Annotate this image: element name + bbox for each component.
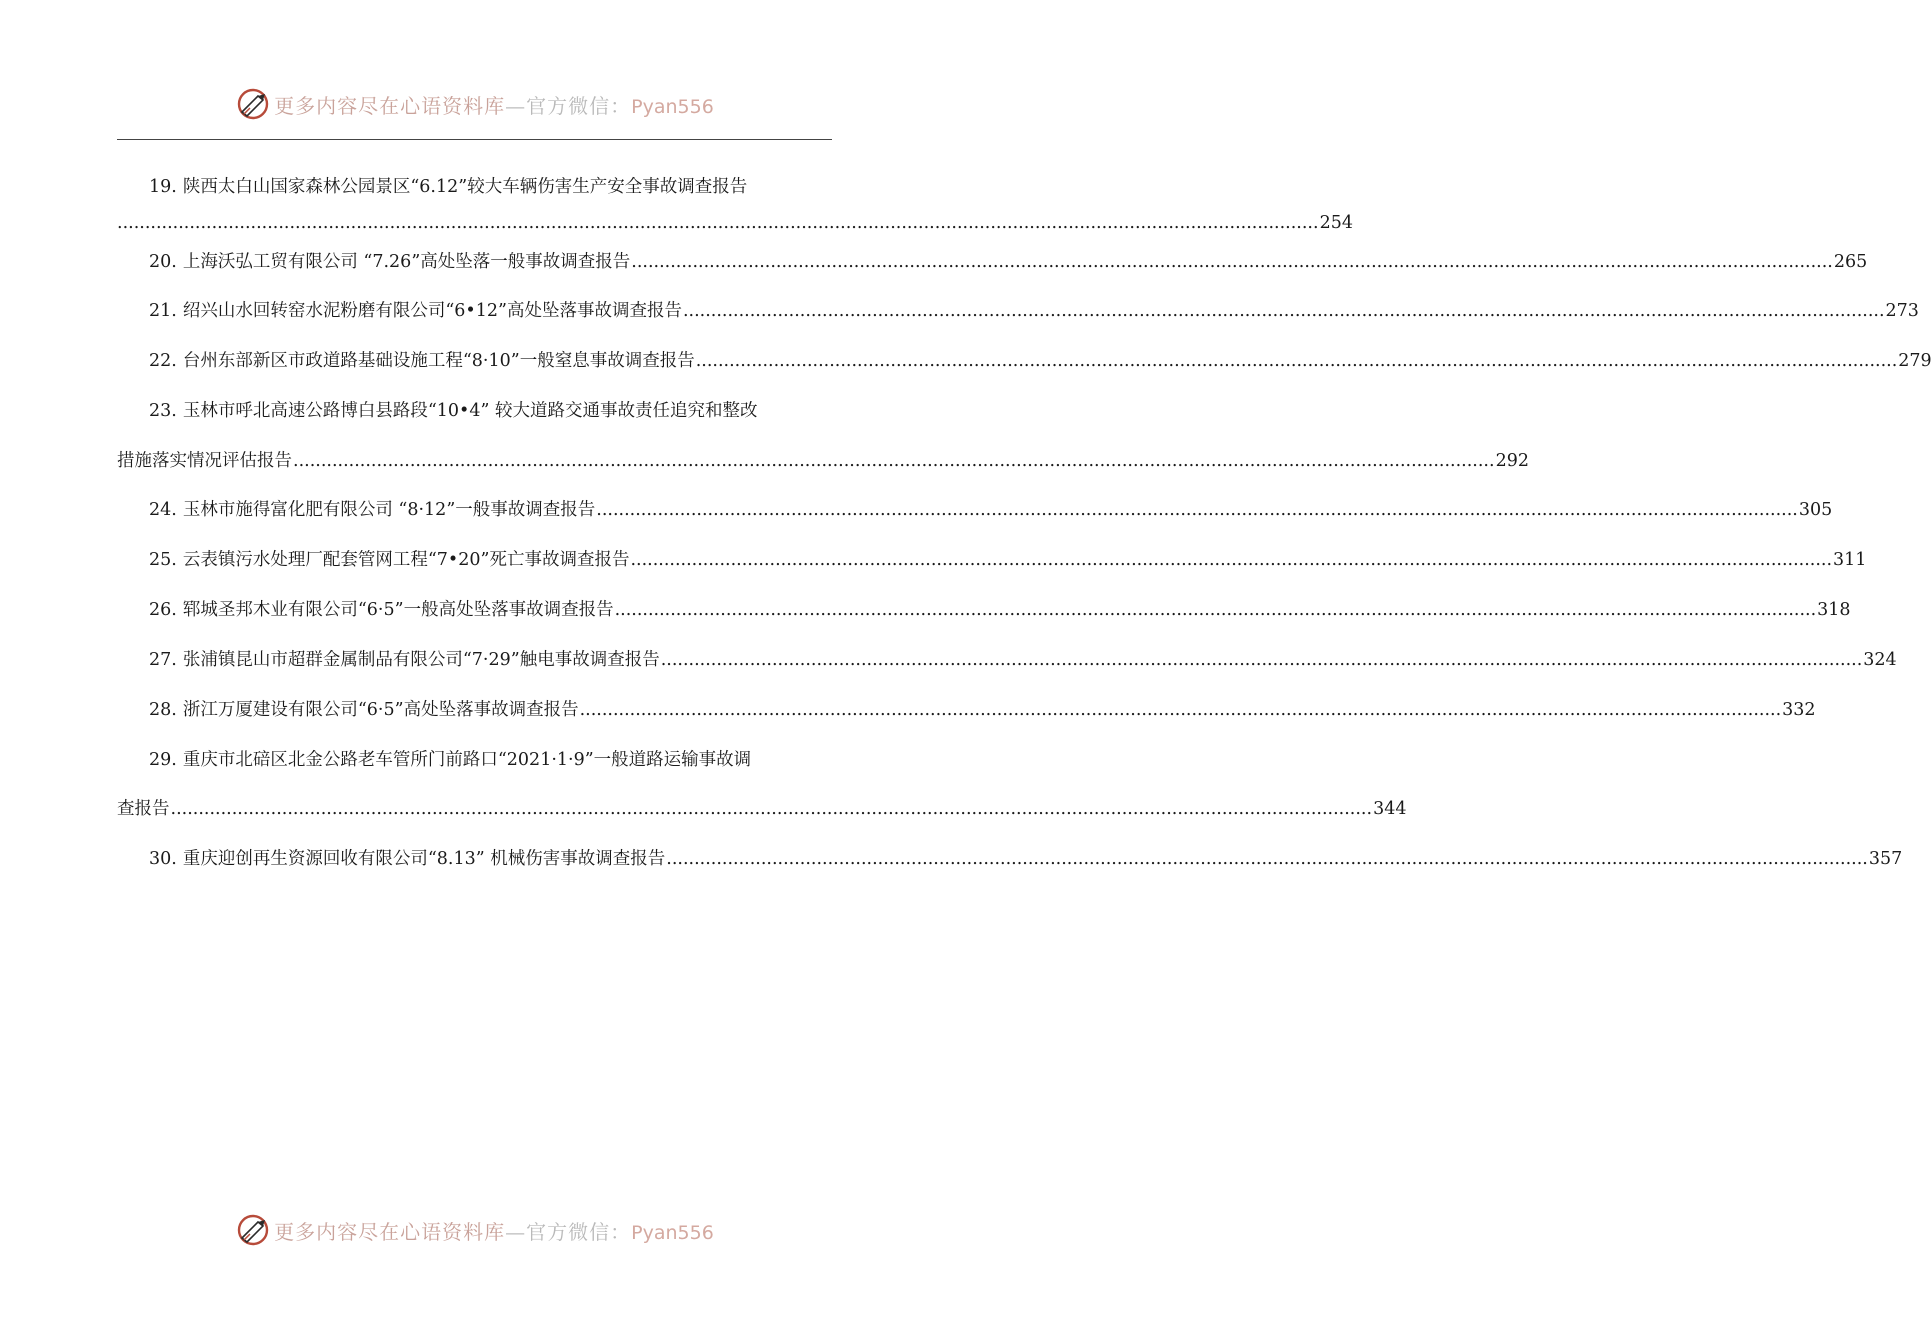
- toc-number: 19.: [149, 177, 177, 197]
- toc-entry-19[interactable]: [117, 170, 832, 204]
- toc-page: 305: [1798, 500, 1833, 520]
- toc-number: 24.: [149, 500, 177, 520]
- toc-title: 玉林市施得富化肥有限公司 “8·12”一般事故调查报告: [182, 500, 596, 520]
- header-banner: [0, 82, 950, 126]
- toc-page: 344: [1373, 799, 1407, 819]
- toc-number: 30.: [149, 849, 177, 869]
- toc-entry-26[interactable]: [117, 593, 1851, 627]
- toc-entry-30[interactable]: [117, 842, 1903, 876]
- toc-entry-22[interactable]: [117, 344, 1932, 378]
- toc-entry-27[interactable]: [117, 643, 1897, 677]
- toc-number: 25.: [149, 550, 177, 570]
- toc-page: 292: [1495, 451, 1529, 471]
- toc-title-continued: 查报告: [117, 799, 170, 819]
- toc-leader: [580, 693, 1782, 727]
- toc-title: 台州东部新区市政道路基础设施工程“8·10”一般窒息事故调查报告: [182, 351, 695, 371]
- toc-entry-29[interactable]: [117, 743, 832, 777]
- toc-leader: [615, 593, 1817, 627]
- toc-page: 324: [1863, 650, 1897, 670]
- toc-leader: [661, 643, 1863, 677]
- toc-entry-29-cont[interactable]: [117, 792, 1407, 826]
- toc-number: 29.: [149, 750, 177, 770]
- toc-title: 绍兴山水回转窑水泥粉磨有限公司“6•12”高处坠落事故调查报告: [182, 301, 682, 321]
- toc-leader: [596, 493, 1798, 527]
- toc-title: 重庆迎创再生资源回收有限公司“8.13” 机械伤害事故调查报告: [182, 849, 666, 869]
- footer-text: 更多内容尽在心语资料库—官方微信：Pyan556: [274, 1219, 714, 1244]
- toc-page: 318: [1817, 600, 1851, 620]
- header-text: 更多内容尽在心语资料库—官方微信：Pyan556: [274, 93, 714, 118]
- toc-title: 云表镇污水处理厂配套管网工程“7•20”死亡事故调查报告: [182, 550, 630, 570]
- toc-leader: [696, 344, 1898, 378]
- toc-page: 273: [1885, 301, 1919, 321]
- toc-page: 357: [1868, 849, 1903, 869]
- wechat-id: Pyan556: [631, 95, 714, 118]
- toc-title: 陕西太白山国家森林公园景区“6.12”较大车辆伤害生产安全事故调查报告: [182, 177, 748, 197]
- toc-title: 张浦镇昆山市超群金属制品有限公司“7·29”触电事故调查报告: [182, 650, 660, 670]
- header-divider: [117, 139, 832, 140]
- wechat-id: Pyan556: [631, 1221, 714, 1244]
- toc-entry-24[interactable]: [117, 493, 1833, 527]
- pen-nib-icon: [236, 87, 270, 121]
- pen-nib-icon: [236, 1213, 270, 1247]
- toc-title-continued: 措施落实情况评估报告: [117, 451, 292, 471]
- toc-leader: [683, 294, 1885, 328]
- toc-title: 浙江万厦建设有限公司“6·5”高处坠落事故调查报告: [182, 700, 579, 720]
- toc-entry-23[interactable]: [117, 394, 832, 428]
- footer-banner: [0, 1208, 950, 1252]
- toc-leader: [631, 245, 1833, 279]
- toc-page: 265: [1833, 252, 1868, 272]
- toc-entry-19-cont[interactable]: [117, 206, 1353, 240]
- toc-leader: [171, 792, 1373, 826]
- toc-leader: [666, 842, 1868, 876]
- toc-number: 23.: [149, 401, 177, 421]
- toc-entry-21[interactable]: [117, 294, 1919, 328]
- toc-number: 27.: [149, 650, 177, 670]
- toc-page: 279: [1898, 351, 1932, 371]
- toc-title: 上海沃弘工贸有限公司 “7.26”高处坠落一般事故调查报告: [182, 252, 631, 272]
- toc-title: 重庆市北碚区北金公路老车管所门前路口“2021·1·9”一般道路运输事故调: [182, 750, 752, 770]
- toc-entry-20[interactable]: [117, 245, 1868, 279]
- toc-entry-23-cont[interactable]: [117, 444, 1529, 478]
- toc-entry-28[interactable]: [117, 693, 1816, 727]
- toc-title: 玉林市呼北高速公路博白县路段“10•4” 较大道路交通事故责任追究和整改: [182, 401, 758, 421]
- toc-title: 郓城圣邦木业有限公司“6·5”一般高处坠落事故调查报告: [182, 600, 614, 620]
- toc-page: 332: [1782, 700, 1816, 720]
- toc-page: 254: [1319, 213, 1353, 233]
- toc-entry-25[interactable]: [117, 543, 1867, 577]
- toc-number: 20.: [149, 252, 177, 272]
- toc-leader: [117, 206, 1319, 240]
- toc-number: 28.: [149, 700, 177, 720]
- toc-number: 22.: [149, 351, 177, 371]
- toc-page: 311: [1833, 550, 1867, 570]
- toc-leader: [630, 543, 1832, 577]
- toc-leader: [293, 444, 1495, 478]
- toc-number: 26.: [149, 600, 177, 620]
- toc-number: 21.: [149, 301, 177, 321]
